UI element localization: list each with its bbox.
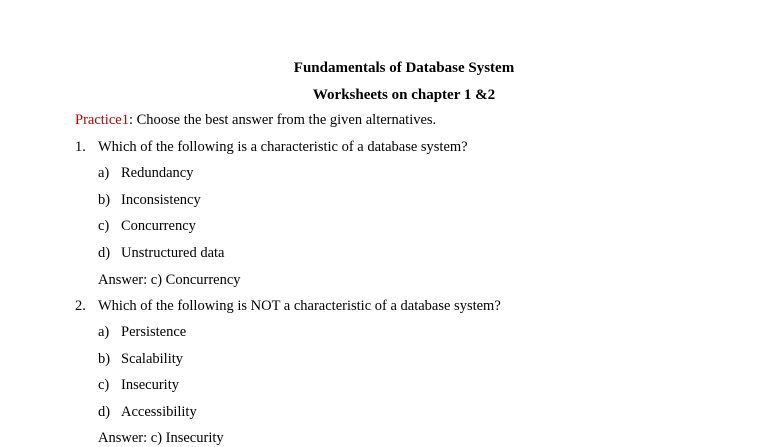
option-text: Persistence [121, 324, 187, 340]
option-letter: d) [98, 245, 111, 261]
document-title: Fundamentals of Database System [293, 60, 515, 76]
option-letter: d) [98, 404, 111, 420]
practice-label: Practice1 [75, 112, 129, 128]
question-text: Which of the following is NOT a characteristic of a database system? [98, 298, 501, 314]
option-letter: b) [98, 351, 111, 367]
option-text: Accessibility [121, 404, 197, 420]
practice-instruction: : Choose the best answer from the given alternatives. [128, 112, 437, 128]
document-subtitle: Worksheets on chapter 1 &2 [312, 87, 496, 103]
option-letter: a) [98, 324, 110, 340]
option-letter: a) [98, 165, 110, 181]
option-text: Scalability [121, 351, 184, 367]
option-text: Unstructured data [121, 245, 225, 261]
answer-line: Answer: c) Concurrency [98, 272, 241, 288]
option-text: Redundancy [121, 165, 194, 181]
question-number: 1. [75, 139, 86, 155]
option-letter: b) [98, 192, 111, 208]
option-text: Inconsistency [121, 192, 201, 208]
practice-line [75, 111, 436, 129]
option-text: Concurrency [121, 218, 196, 234]
option-text: Insecurity [121, 377, 179, 393]
answer-line: Answer: c) Insecurity [98, 430, 224, 446]
option-letter: c) [98, 377, 110, 393]
question-text: Which of the following is a characteristic of a database system? [98, 139, 468, 155]
option-letter: c) [98, 218, 110, 234]
question-number: 2. [75, 298, 86, 314]
